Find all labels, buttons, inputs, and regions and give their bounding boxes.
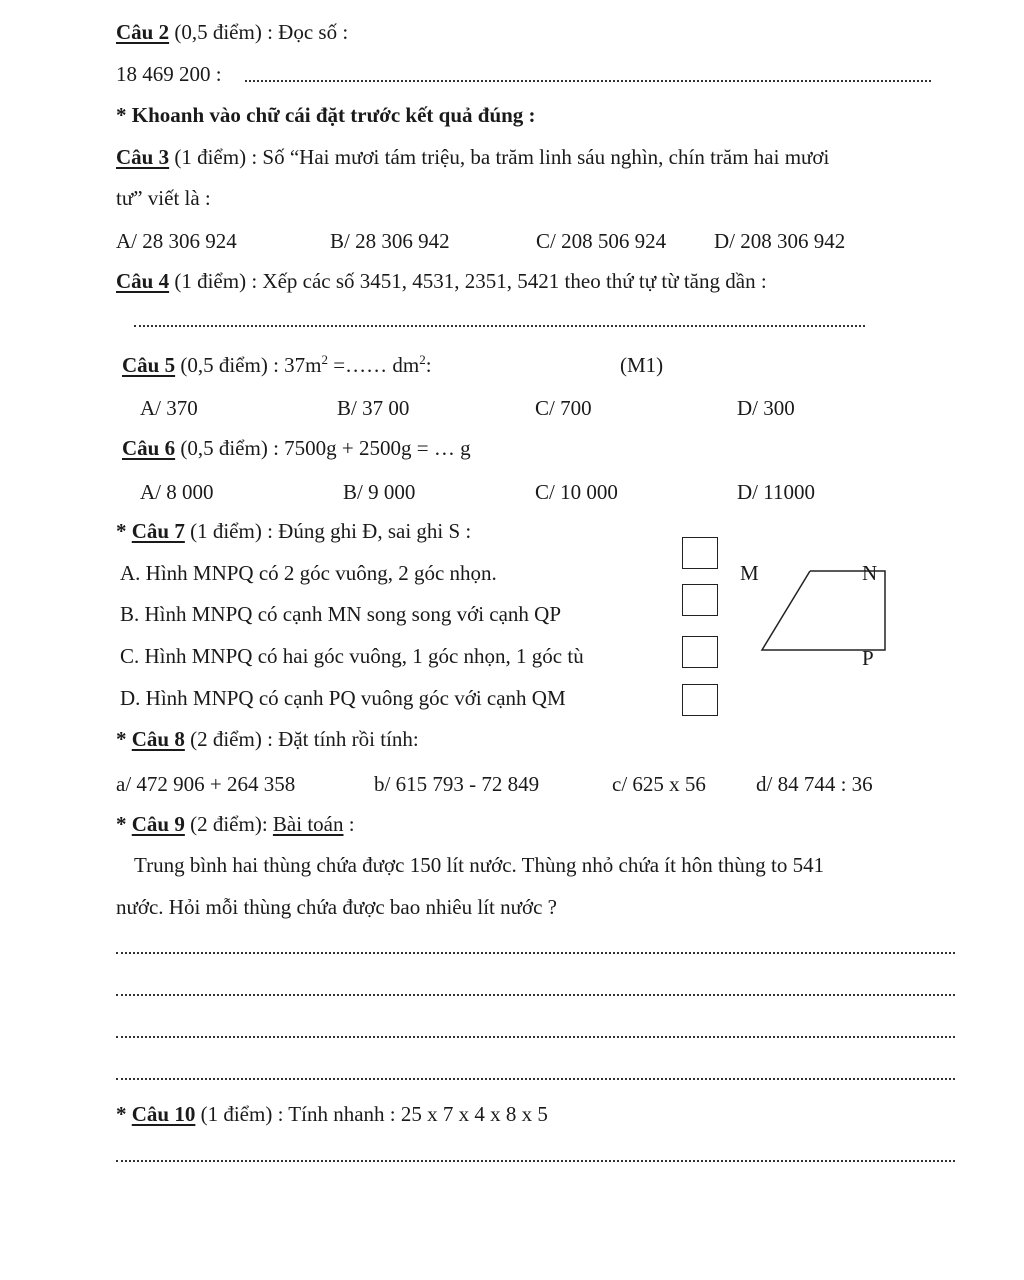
question-3-text-cont: tư” viết là : <box>116 186 211 210</box>
question-5-label: Câu 5 <box>122 353 176 377</box>
q3-option-b[interactable]: B/ 28 306 942 <box>330 229 450 253</box>
question-8-label: Câu 8 <box>131 727 185 751</box>
question-5-expr: 37m <box>284 353 322 377</box>
q6-option-d[interactable]: D/ 11000 <box>737 480 815 504</box>
question-3-heading <box>116 147 829 168</box>
q6-option-a[interactable]: A/ 8 000 <box>140 480 214 504</box>
q8-item-b: b/ 615 793 - 72 849 <box>374 772 540 796</box>
answer-box-b[interactable] <box>682 584 718 616</box>
q7-statement-b: B. Hình MNPQ có cạnh MN song song với cạnh QP <box>120 602 562 626</box>
question-10-label: Câu 10 <box>131 1102 196 1126</box>
question-10-heading <box>116 1104 548 1125</box>
question-9-colon: : <box>343 812 355 836</box>
answer-line-q9-2[interactable] <box>116 994 955 996</box>
question-7-text: (1 điểm) : Đúng ghi Đ, sai ghi S : <box>184 519 472 543</box>
question-5-level: (M1) <box>620 353 664 377</box>
q8-item-a: a/ 472 906 + 264 358 <box>116 772 296 796</box>
question-9-problem-line2: nước. Hỏi mỗi thùng chứa được bao nhiêu lít nước ? <box>116 895 557 919</box>
answer-line-q9-4[interactable] <box>116 1078 955 1080</box>
q3-option-a[interactable]: A/ 28 306 924 <box>116 229 237 253</box>
question-9-problem-line1: Trung bình hai thùng chứa được 150 lít nước. Thùng nhỏ chứa ít hôn thùng to 541 <box>134 853 825 877</box>
answer-box-d[interactable] <box>682 684 718 716</box>
answer-line-q2[interactable] <box>245 80 931 82</box>
question-10-text: (1 điểm) : Tính nhanh : 25 x 7 x 4 x 8 x 5 <box>195 1102 548 1126</box>
star-mark: * <box>116 519 132 543</box>
instruction-heading: * Khoanh vào chữ cái đặt trước kết quả đúng : <box>116 103 536 127</box>
question-9-points: (2 điểm): <box>184 812 273 836</box>
q3-option-d[interactable]: D/ 208 306 942 <box>714 229 846 253</box>
question-6-label: Câu 6 <box>122 436 176 460</box>
answer-box-a[interactable] <box>682 537 718 569</box>
vertex-p-label: P <box>862 646 874 670</box>
answer-line-q9-3[interactable] <box>116 1036 955 1038</box>
question-9-heading <box>116 814 355 835</box>
question-7-label: Câu 7 <box>131 519 185 543</box>
q7-statement-c: C. Hình MNPQ có hai góc vuông, 1 góc nhọn, 1 góc tù <box>120 644 584 668</box>
q7-statement-a: A. Hình MNPQ có 2 góc vuông, 2 góc nhọn. <box>120 561 497 585</box>
q5-option-c[interactable]: C/ 700 <box>535 396 592 420</box>
question-2-points: (0,5 điểm) : Đọc số : <box>169 20 349 44</box>
q5-option-a[interactable]: A/ 370 <box>140 396 198 420</box>
question-9-title: Bài toán <box>272 812 344 836</box>
question-2-number: 18 469 200 : <box>116 62 222 86</box>
superscript: 2 <box>419 352 426 367</box>
star-mark: * <box>116 727 132 751</box>
answer-line-q10[interactable] <box>116 1160 955 1162</box>
star-mark: * <box>116 812 132 836</box>
answer-box-c[interactable] <box>682 636 718 668</box>
q5-option-b[interactable]: B/ 37 00 <box>337 396 410 420</box>
question-3-text: (1 điểm) : Số “Hai mươi tám triệu, ba trăm linh sáu nghìn, chín trăm hai mươi <box>169 145 830 169</box>
question-8-text: (2 điểm) : Đặt tính rồi tính: <box>184 727 419 751</box>
question-6-heading <box>122 438 471 459</box>
answer-line-q4[interactable] <box>134 325 865 327</box>
question-2-heading <box>116 22 348 43</box>
q6-option-b[interactable]: B/ 9 000 <box>343 480 416 504</box>
question-4-heading <box>116 271 767 292</box>
q5-option-d[interactable]: D/ 300 <box>737 396 795 420</box>
q8-item-c: c/ 625 x 56 <box>612 772 706 796</box>
question-5-points: (0,5 điểm) : <box>175 353 285 377</box>
question-8-heading <box>116 729 419 750</box>
q8-item-d: d/ 84 744 : 36 <box>756 772 873 796</box>
superscript: 2 <box>321 352 329 367</box>
question-4-label: Câu 4 <box>116 269 170 293</box>
question-5-expr-mid: =…… dm <box>328 353 420 377</box>
star-mark: * <box>116 1102 132 1126</box>
q7-statement-d: D. Hình MNPQ có cạnh PQ vuông góc với cạnh QM <box>120 686 566 710</box>
question-3-label: Câu 3 <box>116 145 170 169</box>
question-2-label: Câu 2 <box>116 20 170 44</box>
q6-option-c[interactable]: C/ 10 000 <box>535 480 618 504</box>
question-4-text: (1 điểm) : Xếp các số 3451, 4531, 2351, 5421 theo thứ tự từ tăng dần : <box>169 269 767 293</box>
q3-option-c[interactable]: C/ 208 506 924 <box>536 229 667 253</box>
question-5-heading <box>122 352 432 377</box>
question-5-expr-end: : <box>425 353 432 377</box>
question-7-heading <box>116 521 471 542</box>
question-9-label: Câu 9 <box>131 812 185 836</box>
vertex-n-label: N <box>862 561 878 585</box>
answer-line-q9-1[interactable] <box>116 952 955 954</box>
question-6-text: (0,5 điểm) : 7500g + 2500g = … g <box>175 436 471 460</box>
vertex-m-label: M <box>740 561 759 585</box>
